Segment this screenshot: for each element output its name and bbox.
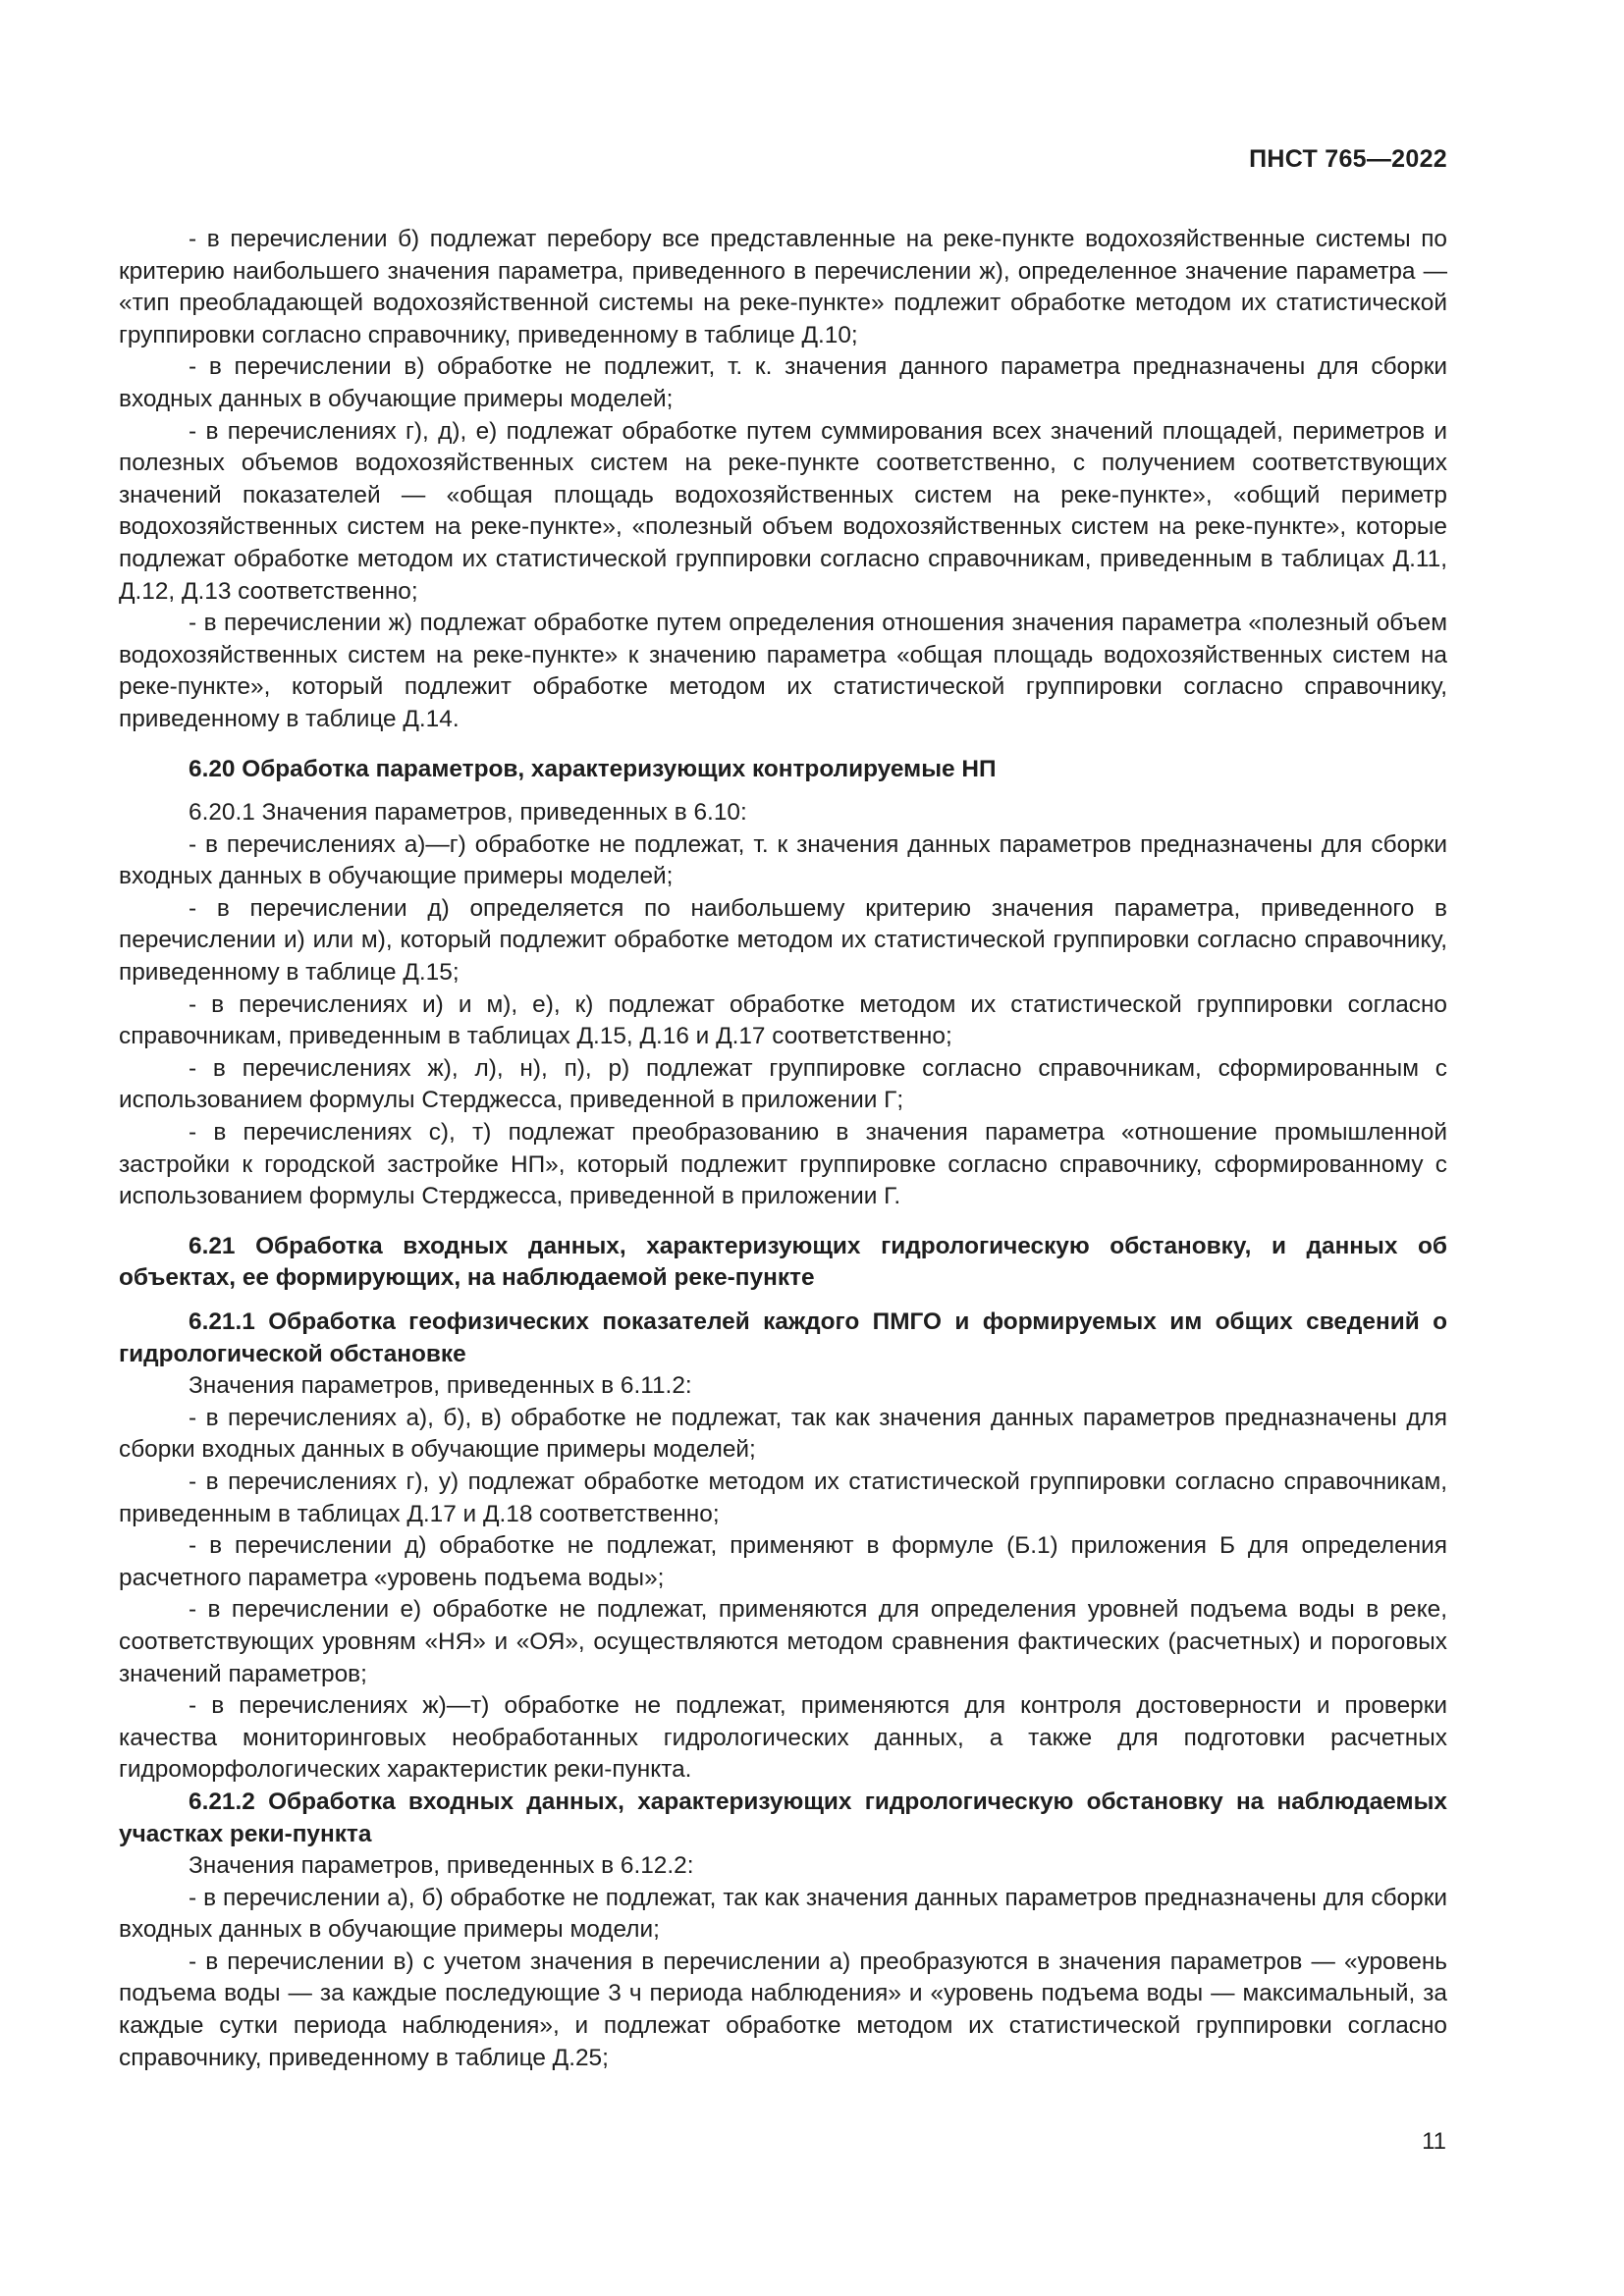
section-heading-6-20: 6.20 Обработка параметров, характеризующих контролируемые НП: [189, 755, 997, 782]
paragraph: - в перечислениях г), д), е) подлежат обработке путем суммирования всех значений площадей, периметров и полезных объемов водохозяйственных систем на реке-пункте соответственно, с получением соответствующих значений показателей — «общая площадь водохозяйственных систем на реке-пункте», «общий периметр водохозяйственных систем на реке-пункте», «полезный объем водохозяйственных систем на реке-пункте», которые подлежат обработке методом их статистической группировки согласно справочникам, приведенным в таблицах Д.11, Д.12, Д.13 соответственно;: [119, 417, 1447, 605]
paragraph: - в перечислении ж) подлежат обработке путем определения отношения значения параметра «полезный объем водохозяйственных систем на реке-пункте» к значению параметра «общая площадь водохозяйственных систем на реке-пункте», который подлежит обработке методом их статистической группировки согласно справочнику, приведенному в таблице Д.14.: [119, 610, 1447, 732]
paragraph: - в перечислении а), б) обработке не подлежат, так как значения данных параметров предназначены для сборки входных данных в обучающие примеры модели;: [119, 1884, 1447, 1944]
paragraph: - в перечислении д) обработке не подлежат, применяют в формуле (Б.1) приложения Б для определения расчетного параметра «уровень подъема воды»;: [119, 1532, 1447, 1591]
paragraph: 6.20.1 Значения параметров, приведенных в 6.10:: [189, 799, 747, 827]
paragraph: Значения параметров, приведенных в 6.11.2:: [189, 1372, 692, 1400]
paragraph: - в перечислениях и) и м), е), к) подлежат обработке методом их статистической группировки согласно справочникам, приведенным в таблицах Д.15, Д.16 и Д.17 соответственно;: [119, 990, 1447, 1050]
paragraph: - в перечислениях а)—г) обработке не подлежат, т. к значения данных параметров предназначены для сборки входных данных в обучающие примеры моделей;: [119, 830, 1447, 890]
document-body: [119, 224, 1447, 2074]
paragraph: - в перечислении в) с учетом значения в перечислении а) преобразуются в значения параметров — «уровень подъема воды — за каждые последующие 3 ч периода наблюдения» и «уровень подъема воды — максимальный, за каждые сутки периода наблюдения», и подлежат обработке методом их статистической группировки согласно справочнику, приведенному в таблице Д.25;: [119, 1948, 1447, 2071]
paragraph: Значения параметров, приведенных в 6.12.2:: [189, 1852, 694, 1880]
paragraph: - в перечислении в) обработке не подлежит, т. к. значения данного параметра предназначены для сборки входных данных в обучающие примеры моделей;: [119, 353, 1447, 412]
document-code: ПНСТ 765—2022: [1249, 145, 1447, 173]
subsection-heading-6-21-1: 6.21.1 Обработка геофизических показателей каждого ПМГО и формируемых им общих сведений о гидрологической обстановке: [119, 1308, 1447, 1367]
paragraph: - в перечислении д) определяется по наибольшему критерию значения параметра, приведенного в перечислении и) или м), который подлежит обработке методом их статистической группировки согласно справочнику, приведенному в таблице Д.15;: [119, 894, 1447, 987]
paragraph: - в перечислениях ж), л), н), п), р) подлежат группировке согласно справочникам, сформированным с использованием формулы Стерджесса, приведенной в приложении Г;: [119, 1054, 1447, 1114]
paragraph: - в перечислениях а), б), в) обработке не подлежат, так как значения данных параметров предназначены для сборки входных данных в обучающие примеры моделей;: [119, 1404, 1447, 1464]
subsection-heading-6-21-2: 6.21.2 Обработка входных данных, характеризующих гидрологическую обстановку на наблюдаемых участках реки-пункта: [119, 1788, 1447, 1847]
paragraph: - в перечислениях с), т) подлежат преобразованию в значения параметра «отношение промышленной застройки к городской застройке НП», который подлежит группировке согласно справочнику, сформированному с использованием формулы Стерджесса, приведенной в приложении Г.: [119, 1119, 1447, 1210]
paragraph: - в перечислениях ж)—т) обработке не подлежат, применяются для контроля достоверности и проверки качества мониторинговых необработанных гидрологических данных, а также для подготовки расчетных гидроморфологических характеристик реки-пункта.: [119, 1692, 1447, 1784]
page-number: 11: [1422, 2128, 1446, 2155]
paragraph: - в перечислении б) подлежат перебору все представленные на реке-пункте водохозяйственные системы по критерию наибольшего значения параметра, приведенного в перечислении ж), определенное значение параметра — «тип преобладающей водохозяйственной системы на реке-пункте» подлежит обработке методом их статистической группировки согласно справочнику, приведенному в таблице Д.10;: [119, 226, 1447, 348]
paragraph: - в перечислении е) обработке не подлежат, применяются для определения уровней подъема воды в реке, соответствующих уровням «НЯ» и «ОЯ», осуществляются методом сравнения фактических (расчетных) и пороговых значений параметров;: [119, 1596, 1447, 1687]
paragraph: - в перечислениях г), у) подлежат обработке методом их статистической группировки согласно справочникам, приведенным в таблицах Д.17 и Д.18 соответственно;: [119, 1468, 1447, 1527]
section-heading-6-21: 6.21 Обработка входных данных, характеризующих гидрологическую обстановку, и данных об объектах, ее формирующих, на наблюдаемой реке-пункте: [119, 1232, 1447, 1292]
